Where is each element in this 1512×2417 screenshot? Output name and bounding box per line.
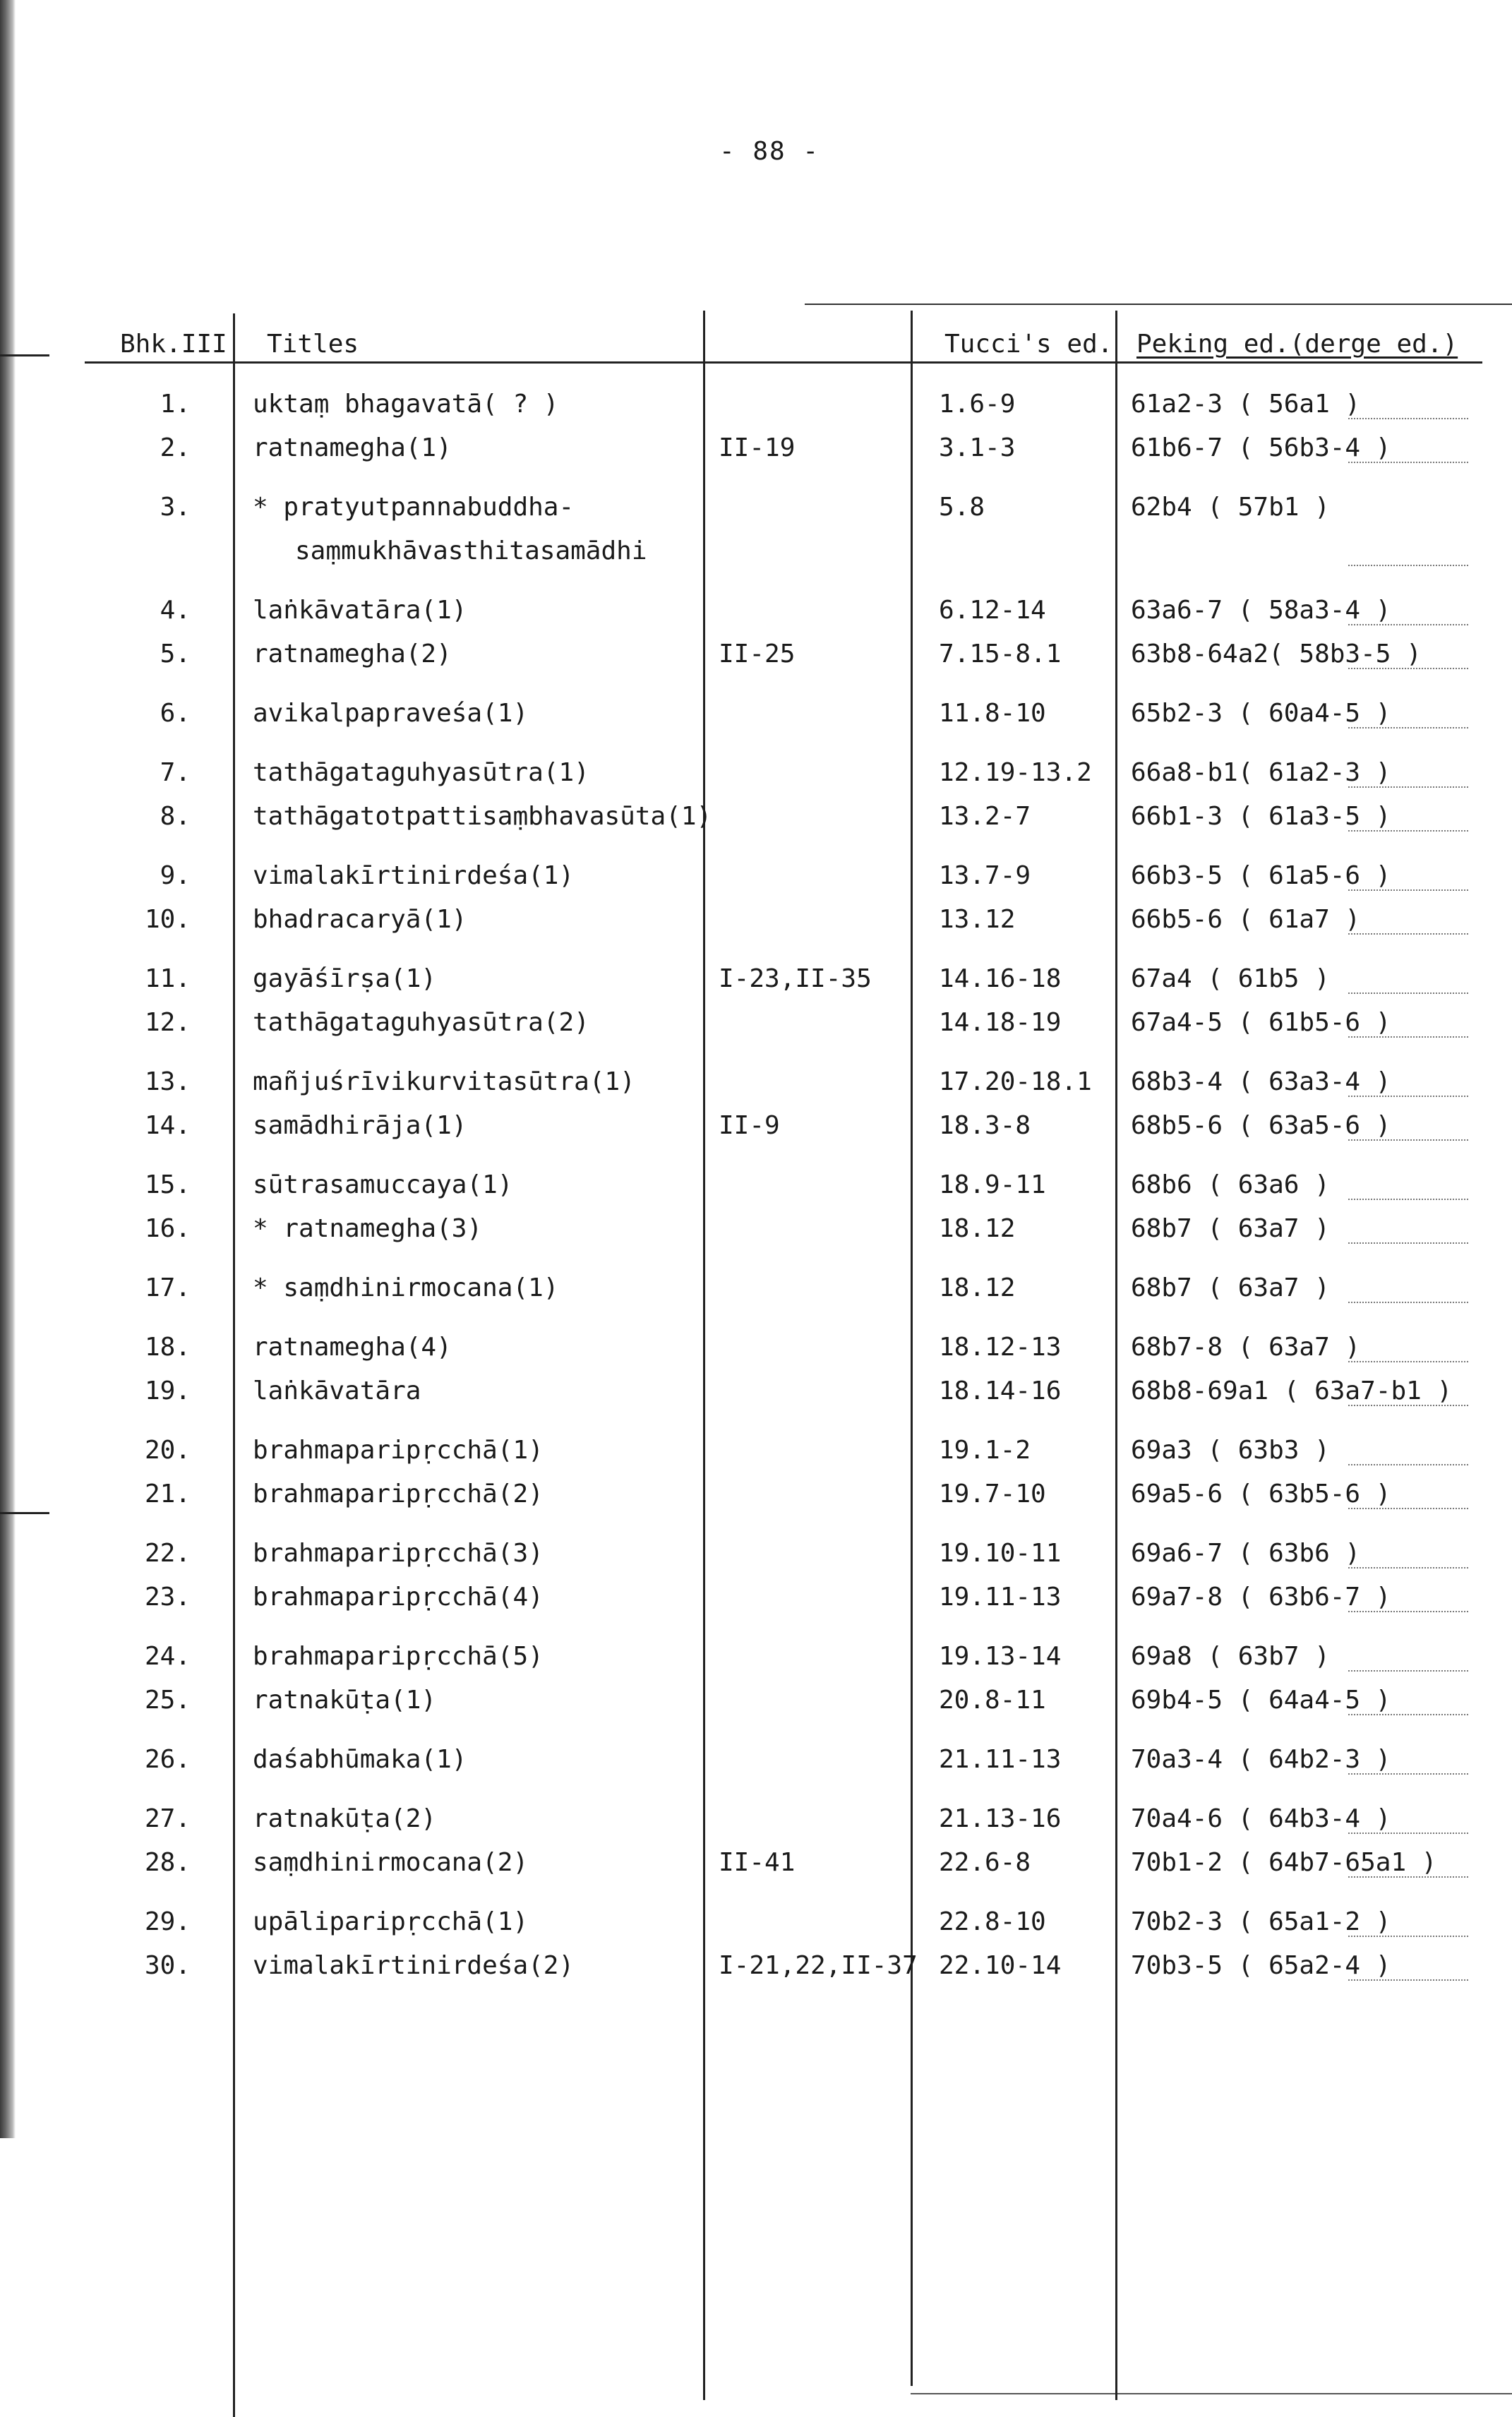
row-number: 25. [144,1686,191,1715]
table-row [85,1369,1482,1413]
row-tucci-ed: 19.11-13 [939,1583,1062,1612]
row-number: 8. [160,802,191,831]
table-row [85,1429,1482,1473]
row-tucci-ed: 13.2-7 [939,802,1031,831]
table-body [85,383,1482,1988]
row-peking-ed: 68b5-6 ( 63a5-6 ) [1131,1111,1391,1140]
row-peking-ed: 68b7 ( 63a7 ) [1131,1214,1330,1243]
row-number: 13. [144,1067,191,1096]
row-peking-ed: 61a2-3 ( 56a1 ) [1131,390,1361,419]
row-number: 2. [160,433,191,462]
row-peking-ed: 66b1-3 ( 61a3-5 ) [1131,802,1391,831]
table-row [85,426,1482,470]
row-tucci-ed: 21.13-16 [939,1804,1062,1833]
row-peking-ed: 69a3 ( 63b3 ) [1131,1436,1330,1465]
row-title-continuation: saṃmukhāvasthitasamādhi [295,536,647,565]
row-tucci-ed: 22.10-14 [939,1951,1062,1980]
table-row [85,692,1482,736]
header-peking: Peking ed.(derge ed.) [1136,330,1458,359]
row-title [253,426,452,470]
row-tucci-ed: 6.12-14 [939,596,1046,625]
dotted-leader [1348,830,1468,832]
table-row [85,1679,1482,1722]
row-title-text: brahmaparipṛcchā(1) [253,1436,544,1465]
dotted-leader [1348,1464,1468,1465]
row-peking-ed: 67a4 ( 61b5 ) [1131,964,1330,993]
row-tucci-ed: 22.6-8 [939,1848,1031,1877]
header-rule [85,361,1482,364]
dotted-leader [1348,1876,1468,1878]
row-peking-ed: 68b8-69a1 ( 63a7-b1 ) [1131,1377,1453,1405]
page-number: - 88 - [719,137,820,166]
row-title-text: * saṃdhinirmocana(1) [253,1273,559,1302]
row-number: 3. [160,493,191,522]
table-row [85,1797,1482,1841]
row-tucci-ed: 11.8-10 [939,699,1046,728]
row-title-text: saṃdhinirmocana(2) [253,1848,529,1877]
row-title-text: tathāgatotpattisaṃbhavasūta(1) [253,802,712,831]
row-tucci-ed: 18.14-16 [939,1377,1062,1405]
row-number: 18. [144,1333,191,1362]
row-title [253,957,436,1001]
row-title-text: tathāgataguhyasūtra(2) [253,1008,589,1037]
row-title-text: gayāśīrṣa(1) [253,964,437,993]
row-title-text: bhadracaryā(1) [253,905,467,934]
row-title [253,1001,589,1045]
header-number: Bhk.III [120,330,227,359]
header-titles: Titles [267,330,359,359]
row-tucci-ed: 20.8-11 [939,1686,1046,1715]
dotted-leader [1348,1833,1468,1834]
row-title-text: upāliparipṛcchā(1) [253,1907,529,1936]
table-row [85,1532,1482,1576]
dotted-leader [1348,1611,1468,1612]
row-title [253,1104,467,1148]
row-title [253,795,712,839]
row-number: 20. [144,1436,191,1465]
row-tucci-ed: 18.3-8 [939,1111,1031,1140]
row-title [253,1429,544,1473]
table-row [85,589,1482,632]
row-number: 24. [144,1642,191,1671]
row-peking-ed: 69a5-6 ( 63b5-6 ) [1131,1480,1391,1509]
dotted-leader [1348,1508,1468,1509]
concordance-table [85,304,1482,2139]
row-title [253,1738,467,1782]
row-number: 15. [144,1170,191,1199]
row-peking-ed: 70b1-2 ( 64b7-65a1 ) [1131,1848,1437,1877]
row-peking-ed: 69a7-8 ( 63b6-7 ) [1131,1583,1391,1612]
row-title-text: ratnamegha(2) [253,640,452,668]
dotted-leader [1348,1670,1468,1672]
row-tucci-ed: 13.12 [939,905,1016,934]
row-title-text: laṅkāvatāra(1) [253,596,467,625]
row-title [253,1944,574,1988]
table-row [85,1473,1482,1516]
dotted-leader [1348,1361,1468,1362]
dotted-leader [1348,727,1468,728]
row-number: 21. [144,1480,191,1509]
row-title-text: tathāgataguhyasūtra(1) [253,758,589,787]
row-number: 6. [160,699,191,728]
row-title [253,1326,452,1369]
row-number: 17. [144,1273,191,1302]
table-row [85,1207,1482,1251]
table-row [85,486,1482,573]
scan-edge [0,0,16,2138]
row-peking-ed: 66a8-b1( 61a2-3 ) [1131,758,1391,787]
dotted-leader [1348,1036,1468,1038]
row-number: 27. [144,1804,191,1833]
row-peking-ed: 68b3-4 ( 63a3-4 ) [1131,1067,1391,1096]
row-tucci-ed: 12.19-13.2 [939,758,1092,787]
table-row [85,1060,1482,1104]
row-title-text: uktaṃ bhagavatā( ? ) [253,390,559,419]
row-tucci-ed: 1.6-9 [939,390,1016,419]
row-title [253,1635,544,1679]
row-peking-ed: 68b7 ( 63a7 ) [1131,1273,1330,1302]
table-row [85,795,1482,839]
row-title-text: * pratyutpannabuddha- [253,493,575,522]
row-title-text: sūtrasamuccaya(1) [253,1170,513,1199]
row-title [253,486,647,573]
dotted-leader [1348,1302,1468,1303]
row-title-text: brahmaparipṛcchā(5) [253,1642,544,1671]
row-title-text: vimalakīrtinirdeśa(1) [253,861,575,890]
row-peking-ed: 69a8 ( 63b7 ) [1131,1642,1330,1671]
row-title [253,854,574,898]
row-tucci-ed: 18.12 [939,1214,1016,1243]
row-number: 1. [160,390,191,419]
row-tucci-ed: 5.8 [939,493,985,522]
row-reference: II-9 [719,1111,780,1140]
row-tucci-ed: 18.12-13 [939,1333,1062,1362]
row-reference: II-25 [719,640,796,668]
dotted-leader [1348,1139,1468,1141]
row-title-text: avikalpapraveśa(1) [253,699,529,728]
row-tucci-ed: 17.20-18.1 [939,1067,1092,1096]
row-tucci-ed: 19.13-14 [939,1642,1062,1671]
row-tucci-ed: 19.7-10 [939,1480,1046,1509]
row-number: 10. [144,905,191,934]
table-row [85,1841,1482,1885]
row-peking-ed: 63b8-64a2( 58b3-5 ) [1131,640,1422,668]
row-peking-ed: 69a6-7 ( 63b6 ) [1131,1539,1361,1568]
row-title-text: ratnamegha(1) [253,433,452,462]
margin-mark [0,1512,49,1514]
dotted-leader [1348,418,1468,419]
table-row [85,1266,1482,1310]
dotted-leader [1348,1405,1468,1406]
dotted-leader [1348,1714,1468,1715]
table-row [85,898,1482,942]
dotted-leader [1348,462,1468,463]
dotted-leader [1348,668,1468,669]
row-number: 12. [144,1008,191,1037]
margin-mark [0,354,49,356]
table-row [85,1163,1482,1207]
row-number: 22. [144,1539,191,1568]
row-reference: II-41 [719,1848,796,1877]
table-row [85,383,1482,426]
row-number: 5. [160,640,191,668]
row-tucci-ed: 18.12 [939,1273,1016,1302]
row-number: 16. [144,1214,191,1243]
row-title-text: brahmaparipṛcchā(2) [253,1480,544,1509]
row-title [253,1060,635,1104]
row-peking-ed: 62b4 ( 57b1 ) [1131,493,1330,522]
row-number: 29. [144,1907,191,1936]
row-number: 11. [144,964,191,993]
row-title [253,1679,436,1722]
row-reference: I-21,22,II-37 [719,1951,918,1980]
row-peking-ed: 68b6 ( 63a6 ) [1131,1170,1330,1199]
row-title-text: * ratnamegha(3) [253,1214,483,1243]
row-tucci-ed: 18.9-11 [939,1170,1046,1199]
row-title-text: ratnakūṭa(1) [253,1686,437,1715]
row-number: 19. [144,1377,191,1405]
row-peking-ed: 61b6-7 ( 56b3-4 ) [1131,433,1391,462]
table-top-rule [805,304,1512,305]
row-title [253,632,452,676]
row-title-text: vimalakīrtinirdeśa(2) [253,1951,575,1980]
table-row [85,854,1482,898]
row-number: 28. [144,1848,191,1877]
row-title [253,383,558,426]
row-title [253,692,528,736]
table-row [85,1738,1482,1782]
row-title-text: daśabhūmaka(1) [253,1745,467,1774]
row-number: 26. [144,1745,191,1774]
table-row [85,957,1482,1001]
dotted-leader [1348,933,1468,935]
row-title [253,589,467,632]
row-peking-ed: 70a3-4 ( 64b2-3 ) [1131,1745,1391,1774]
row-peking-ed: 68b7-8 ( 63a7 ) [1131,1333,1361,1362]
dotted-leader [1348,565,1468,566]
row-tucci-ed: 14.18-19 [939,1008,1062,1037]
row-tucci-ed: 22.8-10 [939,1907,1046,1936]
table-row [85,1001,1482,1045]
dotted-leader [1348,1199,1468,1200]
table-row [85,1900,1482,1944]
row-number: 30. [144,1951,191,1980]
row-title [253,1900,528,1944]
row-title [253,1369,421,1413]
row-title-text: mañjuśrīvikurvitasūtra(1) [253,1067,635,1096]
row-number: 14. [144,1111,191,1140]
dotted-leader [1348,1936,1468,1937]
row-title [253,1576,544,1619]
row-title-text: ratnamegha(4) [253,1333,452,1362]
row-peking-ed: 66b3-5 ( 61a5-6 ) [1131,861,1391,890]
row-peking-ed: 70b2-3 ( 65a1-2 ) [1131,1907,1391,1936]
row-tucci-ed: 19.10-11 [939,1539,1062,1568]
table-row [85,1326,1482,1369]
row-title [253,1473,544,1516]
row-tucci-ed: 13.7-9 [939,861,1031,890]
header-tucci: Tucci's ed. [944,330,1113,359]
table-row [85,632,1482,676]
dotted-leader [1348,889,1468,891]
row-number: 7. [160,758,191,787]
row-title [253,898,467,942]
row-number: 9. [160,861,191,890]
row-peking-ed: 63a6-7 ( 58a3-4 ) [1131,596,1391,625]
row-title [253,1797,436,1841]
row-title [253,751,589,795]
row-title-text: ratnakūṭa(2) [253,1804,437,1833]
row-reference: I-23,II-35 [719,964,872,993]
dotted-leader [1348,1773,1468,1775]
row-tucci-ed: 21.11-13 [939,1745,1062,1774]
dotted-leader [1348,1567,1468,1569]
row-title [253,1841,528,1885]
row-title [253,1266,558,1310]
row-title-text: brahmaparipṛcchā(3) [253,1539,544,1568]
row-title-text: brahmaparipṛcchā(4) [253,1583,544,1612]
dotted-leader [1348,1242,1468,1244]
dotted-leader [1348,624,1468,625]
row-tucci-ed: 14.16-18 [939,964,1062,993]
row-number: 23. [144,1583,191,1612]
row-peking-ed: 69b4-5 ( 64a4-5 ) [1131,1686,1391,1715]
row-tucci-ed: 3.1-3 [939,433,1016,462]
dotted-leader [1348,1096,1468,1097]
row-peking-ed: 65b2-3 ( 60a4-5 ) [1131,699,1391,728]
table-row [85,751,1482,795]
table-row [85,1635,1482,1679]
dotted-leader [1348,786,1468,788]
row-reference: II-19 [719,433,796,462]
row-peking-ed: 70a4-6 ( 64b3-4 ) [1131,1804,1391,1833]
dotted-leader [1348,1979,1468,1981]
table-row [85,1104,1482,1148]
row-number: 4. [160,596,191,625]
row-title [253,1207,482,1251]
row-title-text: laṅkāvatāra [253,1377,421,1405]
table-row [85,1944,1482,1988]
row-tucci-ed: 19.1-2 [939,1436,1031,1465]
row-title [253,1532,544,1576]
table-bottom-rule [911,2393,1512,2394]
row-peking-ed: 66b5-6 ( 61a7 ) [1131,905,1361,934]
row-tucci-ed: 7.15-8.1 [939,640,1062,668]
row-peking-ed: 67a4-5 ( 61b5-6 ) [1131,1008,1391,1037]
dotted-leader [1348,992,1468,994]
row-title-text: samādhirāja(1) [253,1111,467,1140]
row-peking-ed: 70b3-5 ( 65a2-4 ) [1131,1951,1391,1980]
row-title [253,1163,512,1207]
table-row [85,1576,1482,1619]
